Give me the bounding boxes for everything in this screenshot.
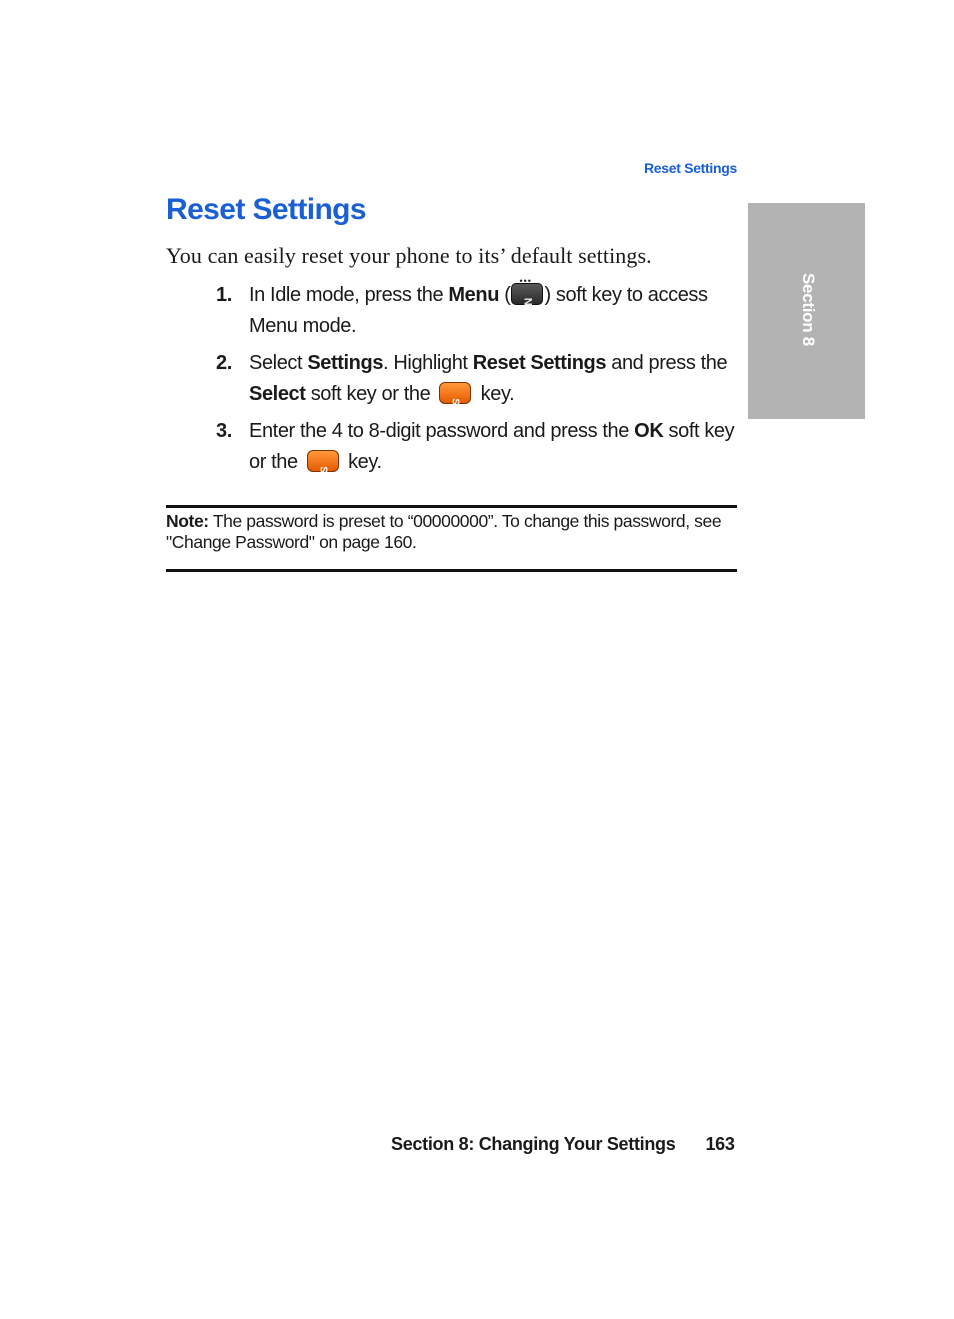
reset-settings-term: Reset Settings bbox=[472, 352, 607, 374]
intro-text: You can easily reset your phone to its’ default settings. bbox=[166, 243, 652, 268]
step-text: key. bbox=[342, 451, 382, 473]
step-3 bbox=[216, 416, 736, 478]
step-text: key. bbox=[475, 383, 515, 405]
step-text: Enter the 4 to 8-digit password and press the bbox=[249, 420, 635, 442]
step-number: 3. bbox=[216, 420, 232, 442]
step-text: ) soft key to access Menu mode. bbox=[249, 284, 708, 337]
running-head: Reset Settings bbox=[643, 160, 737, 176]
ok-key-icon: S bbox=[307, 450, 339, 472]
menu-term: Menu bbox=[448, 284, 500, 306]
section-tab bbox=[748, 203, 865, 419]
step-text: soft key or the bbox=[249, 420, 735, 473]
section-tab-label: Section 8 bbox=[799, 273, 818, 346]
step-text: ( bbox=[499, 284, 511, 306]
step-text: and press the bbox=[606, 352, 728, 374]
note bbox=[166, 511, 737, 553]
note-label: Note: bbox=[166, 511, 209, 531]
page-number: 163 bbox=[705, 1134, 735, 1154]
settings-term: Settings bbox=[307, 352, 384, 374]
step-1 bbox=[216, 276, 736, 342]
footer-section: Section 8: Changing Your Settings bbox=[391, 1134, 676, 1154]
menu-soft-key-icon: ••• N bbox=[511, 283, 543, 305]
step-text: In Idle mode, press the bbox=[249, 284, 449, 306]
step-text: . Highlight bbox=[383, 352, 473, 374]
step-text: soft key or the bbox=[305, 383, 436, 405]
step-2 bbox=[216, 348, 736, 410]
step-number: 1. bbox=[216, 284, 232, 306]
ok-term: OK bbox=[634, 420, 664, 442]
note-divider-bottom bbox=[166, 569, 737, 572]
ok-key-icon: S bbox=[439, 382, 471, 404]
step-number: 2. bbox=[216, 352, 232, 374]
step-text: Select bbox=[249, 352, 308, 374]
page-footer bbox=[391, 1134, 735, 1155]
page-title: Reset Settings bbox=[166, 193, 366, 226]
note-divider-top bbox=[166, 505, 737, 508]
steps-list bbox=[216, 276, 736, 484]
note-text: The password is preset to “00000000”. To change this password, see "Change Password" on page 160. bbox=[166, 511, 722, 552]
select-term: Select bbox=[249, 383, 306, 405]
